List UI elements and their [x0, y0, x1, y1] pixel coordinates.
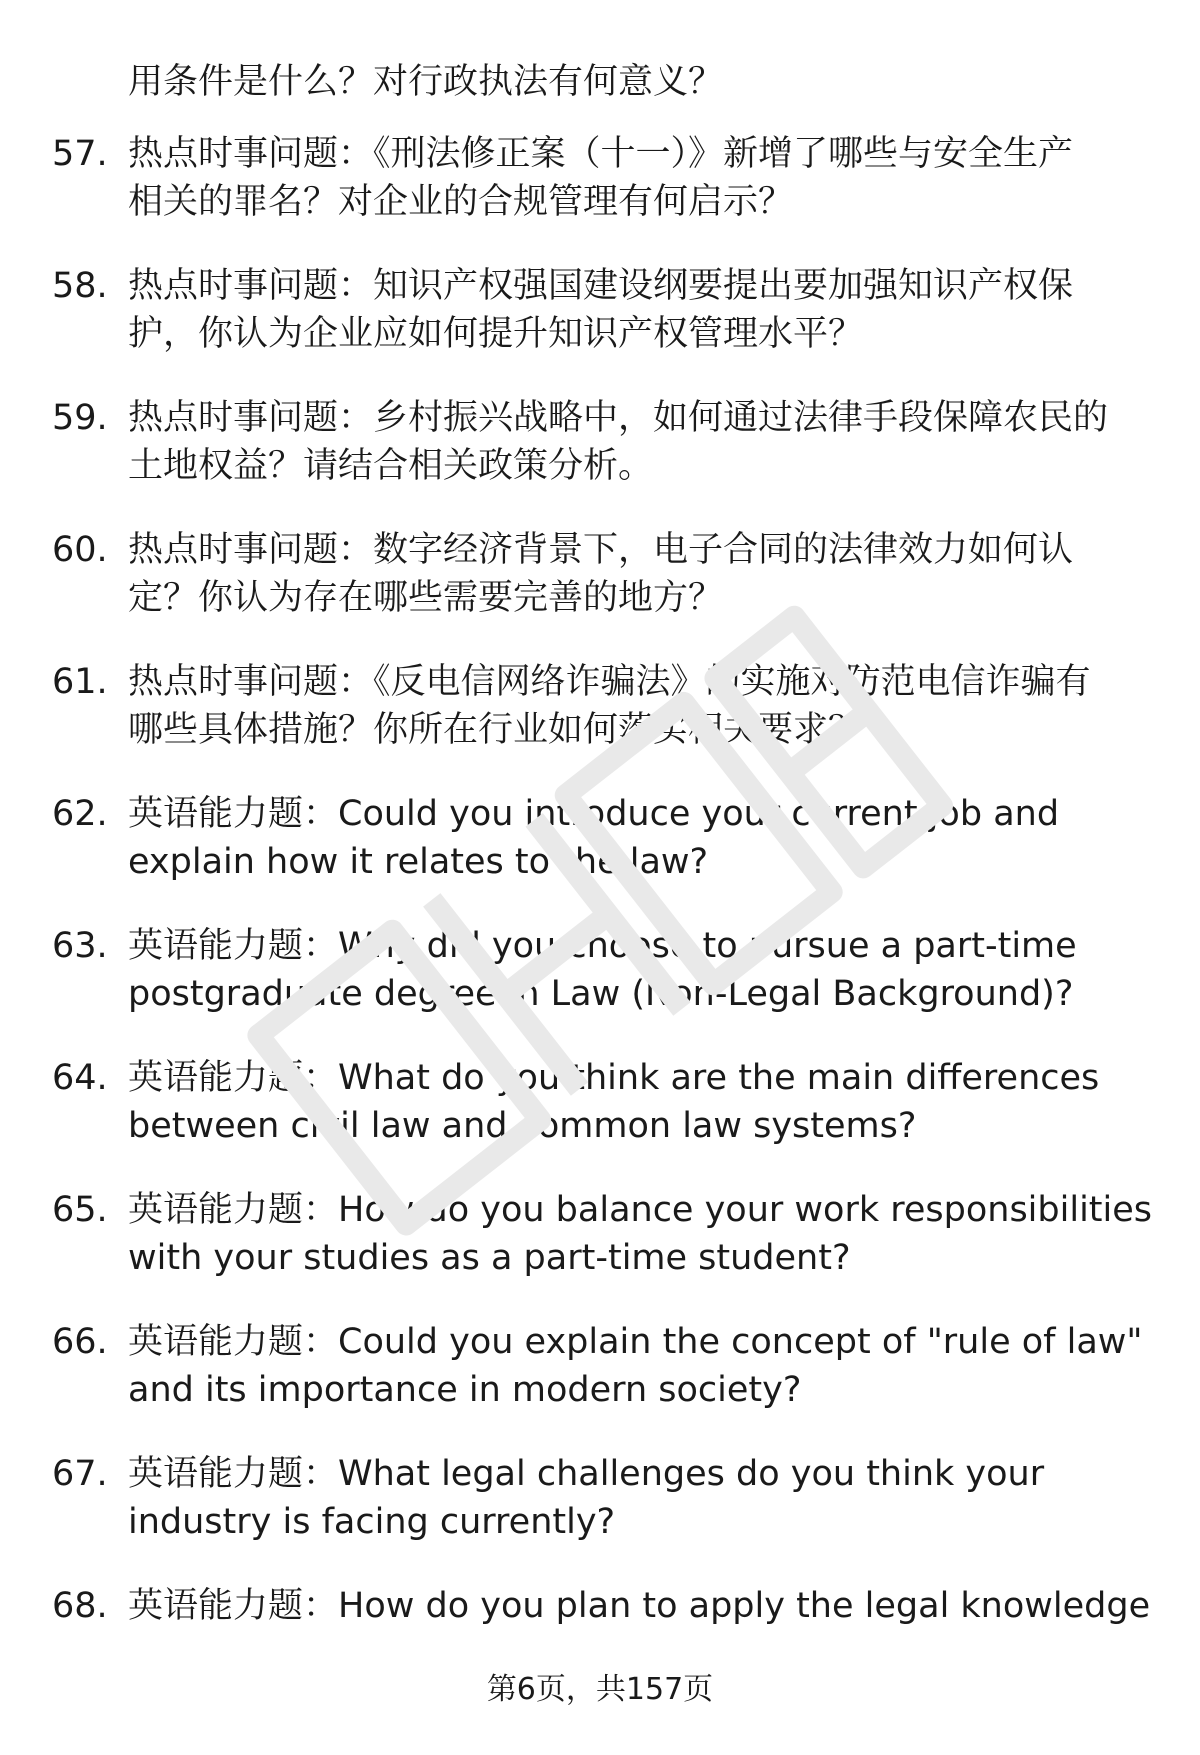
question-number: 65. — [52, 1190, 108, 1230]
question-number: 60. — [52, 530, 108, 570]
question-number: 64. — [52, 1058, 108, 1098]
question-number: 61. — [52, 662, 108, 702]
question-text-line: 英语能力题：Why did you choose to pursue a part-time — [128, 926, 1077, 966]
question-text-line: 土地权益？请结合相关政策分析。 — [128, 446, 654, 486]
continuation-line: 用条件是什么？对行政执法有何意义？ — [128, 62, 724, 102]
question-text-line: 热点时事问题：乡村振兴战略中，如何通过法律手段保障农民的 — [128, 398, 1109, 438]
question-text-line: with your studies as a part-time student? — [128, 1238, 851, 1278]
question-number: 58. — [52, 266, 108, 306]
question-text-line: and its importance in modern society? — [128, 1370, 802, 1410]
question-text-line: 热点时事问题：《反电信网络诈骗法》的实施对防范电信诈骗有 — [128, 662, 1091, 702]
question-number: 62. — [52, 794, 108, 834]
question-number: 57. — [52, 134, 108, 174]
question-text-line: industry is facing currently? — [128, 1502, 616, 1542]
page-footer: 第6页，共157页 — [486, 1672, 714, 1707]
question-text-line: 定？你认为存在哪些需要完善的地方？ — [128, 578, 724, 618]
question-text-line: postgraduate degree in Law (Non-Legal Background)? — [128, 974, 1074, 1014]
question-text-line: 英语能力题：Could you introduce your current job and — [128, 794, 1060, 834]
question-number: 59. — [52, 398, 108, 438]
question-text-line: explain how it relates to the law? — [128, 842, 709, 882]
question-text-line: 相关的罪名？对企业的合规管理有何启示？ — [128, 182, 794, 222]
question-text-line: 热点时事问题：知识产权强国建设纲要提出要加强知识产权保 — [128, 266, 1074, 306]
question-text-line: 英语能力题：What do you think are the main differences — [128, 1058, 1100, 1098]
question-number: 63. — [52, 926, 108, 966]
question-text-line: 英语能力题：What legal challenges do you think your — [128, 1454, 1045, 1494]
question-number: 68. — [52, 1586, 108, 1626]
question-text-line: 英语能力题：How do you plan to apply the legal knowledge — [128, 1586, 1151, 1626]
question-text-line: 热点时事问题：数字经济背景下，电子合同的法律效力如何认 — [128, 530, 1074, 570]
question-text-line: between civil law and common law systems? — [128, 1106, 917, 1146]
question-text-line: 护，你认为企业应如何提升知识产权管理水平？ — [128, 314, 864, 354]
question-text-line: 哪些具体措施？你所在行业如何落实相关要求？ — [128, 710, 864, 750]
question-number: 66. — [52, 1322, 108, 1362]
question-text-line: 英语能力题：Could you explain the concept of "rule of law" — [128, 1322, 1143, 1362]
question-number: 67. — [52, 1454, 108, 1494]
question-text-line: 英语能力题：How do you balance your work responsibilities — [128, 1190, 1153, 1230]
question-text-line: 热点时事问题：《刑法修正案（十一）》新增了哪些与安全生产 — [128, 134, 1074, 174]
